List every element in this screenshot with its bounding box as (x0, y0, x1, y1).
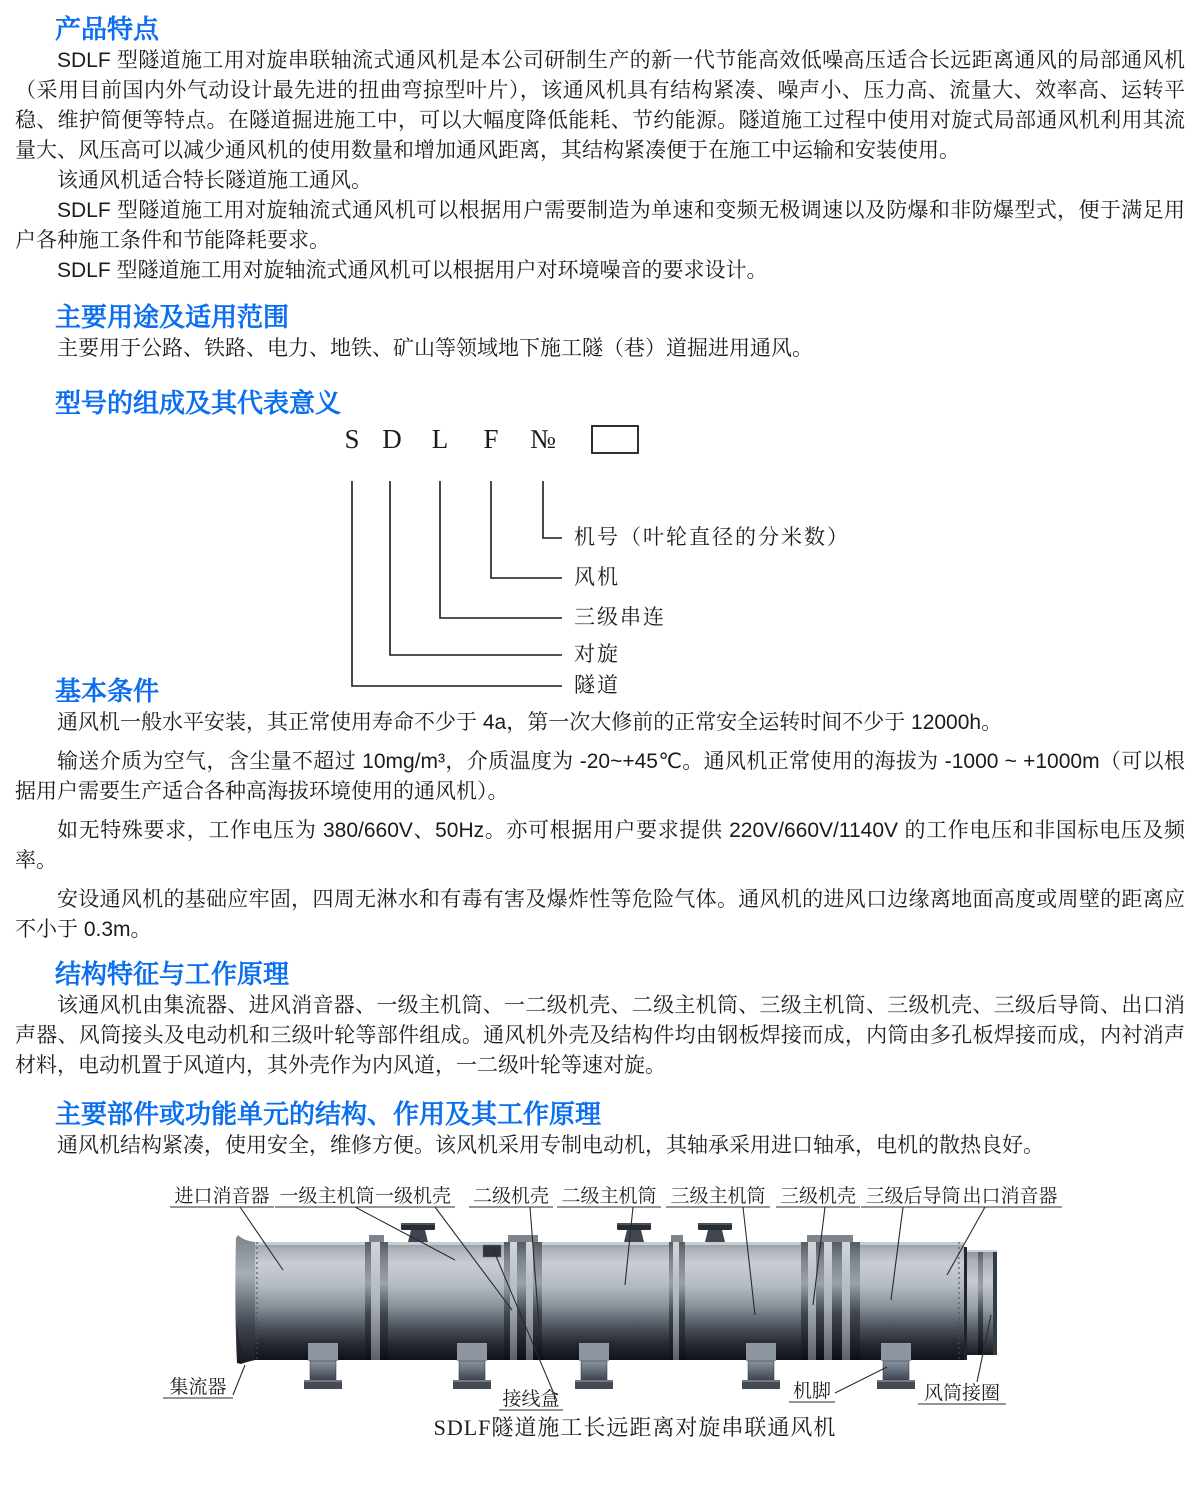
heading-features: 产品特点 (55, 14, 160, 44)
fan-joint-nub (671, 1235, 683, 1242)
model-composition-diagram (15, 420, 1185, 700)
fan-assembly-diagram (15, 1175, 1200, 1475)
fan-tail-step (964, 1247, 967, 1360)
fan-casing-ring-stripe (808, 1242, 816, 1360)
model-letter-no: № (530, 424, 556, 454)
fan-duct-ring-band (978, 1250, 983, 1355)
fan-label: 接线盒 (502, 1389, 560, 1410)
paragraph: 主要用于公路、铁路、电力、地铁、矿山等领域地下施工隧（巷）道掘进用通风。 (57, 337, 813, 360)
fan-foot (304, 1343, 342, 1389)
model-letter-f: F (483, 424, 499, 454)
heading-structure: 结构特征与工作原理 (55, 959, 290, 989)
fan-casing-ring-stripe (824, 1242, 832, 1360)
fan-label: 三级机壳 (779, 1186, 857, 1207)
model-label-counter: 对旋 (574, 642, 620, 666)
fan-label: 出口消音器 (962, 1186, 1058, 1207)
paragraph: 通风机一般水平安装，其正常使用寿命不少于 4a，第一次大修前的正常安全运转时间不少于 12000h。 (57, 711, 1003, 734)
fan-joint-nub (807, 1235, 853, 1242)
fan-label: 三级后导筒 (865, 1186, 961, 1207)
fan-label: 进口消音器 (174, 1186, 270, 1207)
fan-joint-nub (369, 1235, 384, 1242)
paragraph: 安设通风机的基础应牢固，四周无淋水和有毒有害及爆炸性等危险气体。通风机的进风口边缘离地面高度或周壁的距离应不小于 0.3m。 (15, 888, 1185, 941)
model-line-size (543, 481, 562, 538)
fan-casing-ring-stripe (371, 1242, 380, 1360)
fan-junction-box (483, 1245, 501, 1257)
model-label-size: 机号（叶轮直径的分米数） (574, 525, 850, 549)
model-label-tunnel: 隧道 (574, 673, 620, 697)
fan-label: 风筒接圈 (923, 1383, 1001, 1404)
fan-label: 三级主机筒 (670, 1186, 766, 1207)
fan-label: 集流器 (169, 1377, 227, 1398)
fan-casing-ring-stripe (673, 1242, 679, 1360)
model-label-series: 三级串连 (574, 605, 666, 629)
paragraph: 输送介质为空气，含尘量不超过 10mg/m³，介质温度为 -20~+45℃。通风机正常使用的海拔为 -1000 ~ +1000m（可以根据用户需要生产适合各种高海拔环境使用的通风机）。 (15, 750, 1185, 803)
section-basic (15, 708, 1185, 945)
heading-parts: 主要部件或功能单元的结构、作用及其工作原理 (55, 1099, 602, 1129)
paragraph: 该通风机由集流器、进风消音器、一级主机筒、一二级机壳、二级主机筒、三级主机筒、三级机壳、三级后导筒、出口消声器、风筒接头及电动机和三级叶轮等部件组成。通风机外壳及结构件均由钢板焊接而成，内筒由多孔板焊接而成，内衬消声材料，电动机置于风道内，其外壳作为内风道，一二级叶轮等速对旋。 (15, 994, 1185, 1077)
fan-casing-ring-stripe (510, 1242, 517, 1360)
fan-handle (617, 1223, 651, 1242)
model-letter-l: L (431, 424, 449, 454)
paragraph: SDLF 型隧道施工用对旋轴流式通风机可以根据用户对环境噪音的要求设计。 (57, 259, 768, 282)
fan-foot (742, 1343, 780, 1389)
paragraph: 如无特殊要求，工作电压为 380/660V、50Hz。亦可根据用户要求提供 220V/660V/1140V 的工作电压和非国标电压及频率。 (15, 819, 1185, 872)
model-line-counter (390, 481, 562, 655)
model-letter-d: D (382, 424, 402, 454)
fan-handle (698, 1223, 732, 1242)
fan-joint-nub (508, 1235, 538, 1242)
fan-casing-ring-stripe (842, 1242, 850, 1360)
heading-model: 型号的组成及其代表意义 (55, 388, 342, 418)
fan-duct-ring-edge (993, 1250, 997, 1355)
fan-casing-ring (504, 1242, 542, 1360)
model-letter-s: S (344, 424, 360, 454)
fan-duct-ring-highlight (967, 1250, 997, 1252)
model-line-fan (491, 481, 562, 578)
fan-foot (575, 1343, 613, 1389)
fan-label: 一级机壳 (374, 1186, 452, 1207)
fan-handle (401, 1223, 435, 1242)
fan-diagram-caption: SDLF隧道施工长远距离对旋串联通风机 (433, 1415, 837, 1440)
paragraph: SDLF 型隧道施工用对旋串联轴流式通风机是本公司研制生产的新一代节能高效低噪高压适合长远距离通风的局部通风机（采用目前国内外气动设计最先进的扭曲弯掠型叶片），该通风机具有结构紧凑、噪声小、压力高、流量大、效率高、运转平稳、维护简便等特点。在隧道掘进施工中，可以大幅度降低能耗、节约能源。隧道施工过程中使用对旋式局部通风机利用其流量大、风压高可以减少通风机的使用数量和增加通风距离，其结构紧凑便于在施工中运输和安装使用。 (15, 49, 1185, 162)
fan-foot (453, 1343, 491, 1389)
paragraph: 通风机结构紧凑，使用安全，维修方便。该风机采用专制电动机，其轴承采用进口轴承，电机的散热良好。 (57, 1134, 1044, 1157)
model-label-fan: 风机 (574, 565, 620, 589)
fan-label: 二级主机筒 (561, 1186, 657, 1207)
paragraph: SDLF 型隧道施工用对旋轴流式通风机可以根据用户需要制造为单速和变频无极调速以及防爆和非防爆型式，便于满足用户各种施工条件和节能降耗要求。 (15, 199, 1185, 252)
heading-basic: 基本条件 (55, 676, 160, 706)
paragraph: 该通风机适合特长隧道施工通风。 (57, 169, 372, 192)
fan-label: 一级主机筒 (279, 1186, 375, 1207)
model-number-box (592, 426, 638, 453)
fan-label: 机脚 (792, 1381, 832, 1402)
fan-foot (877, 1343, 915, 1389)
heading-usage: 主要用途及适用范围 (55, 302, 290, 332)
fan-label: 二级机壳 (472, 1186, 550, 1207)
